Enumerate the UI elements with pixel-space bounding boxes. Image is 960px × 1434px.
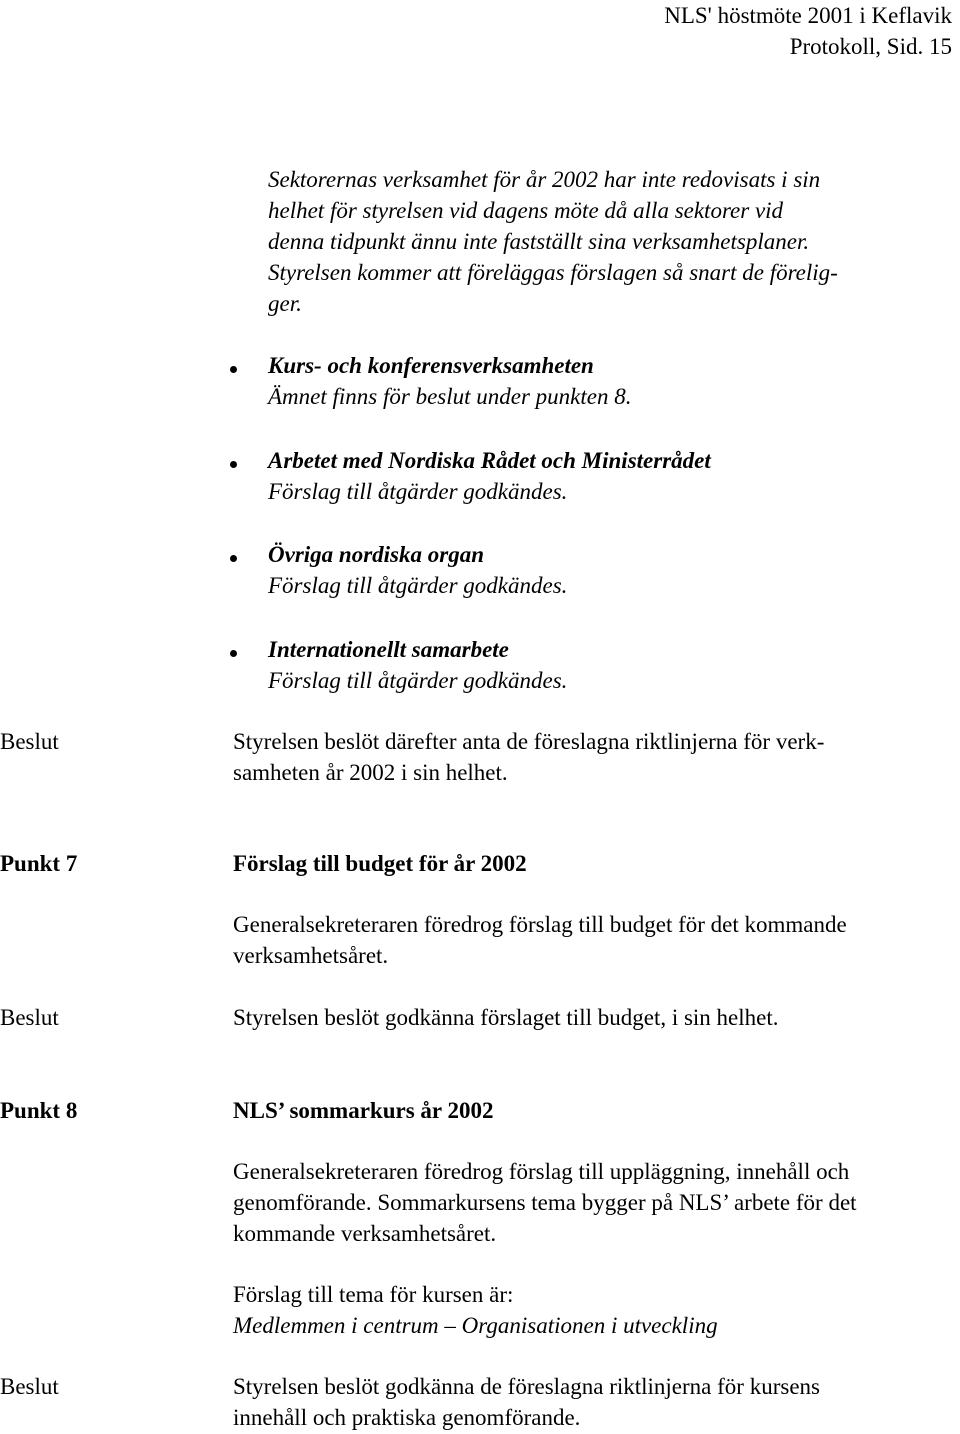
intro-line: Sektorernas verksamhet för år 2002 har inte redovisats i sin [268,167,821,192]
theme-block [233,1279,958,1341]
beslut-line: Styrelsen beslöt därefter anta de föreslagna riktlinjerna för verk- [233,729,825,754]
punkt-8-body [233,1156,958,1249]
beslut-line: innehåll och praktiska genomförande. [233,1405,581,1430]
bullet-text: Ämnet finns för beslut under punkten 8. [268,384,632,409]
bullet-text: Förslag till åtgärder godkändes. [268,479,568,504]
bullet-icon [230,366,237,373]
intro-line: Styrelsen kommer att föreläggas förslagen så snart de förelig- [268,260,838,285]
theme-intro: Förslag till tema för kursen är: [233,1282,514,1307]
punkt-7-title: Förslag till budget för år 2002 [233,851,527,876]
bullet-text: Förslag till åtgärder godkändes. [268,668,568,693]
bullet-icon [230,650,237,657]
bullet-text: Förslag till åtgärder godkändes. [268,573,568,598]
beslut-text: Styrelsen beslöt godkänna förslaget till budget, i sin helhet. [233,1005,779,1030]
beslut-label: Beslut [0,1374,59,1399]
beslut-text [233,1371,958,1433]
bullet-heading: Övriga nordiska organ [268,542,484,567]
punkt-8-label: Punkt 8 [0,1098,78,1123]
bullet-item [268,445,948,507]
beslut-line: Styrelsen beslöt godkänna de föreslagna riktlinjerna för kursens [233,1374,820,1399]
beslut-label: Beslut [0,729,59,754]
beslut-line: samheten år 2002 i sin helhet. [233,760,508,785]
intro-line: helhet för styrelsen vid dagens möte då alla sektorer vid [268,198,784,223]
intro-paragraph [268,164,948,319]
bullet-icon [230,555,237,562]
beslut-label: Beslut [0,1005,59,1030]
body-line: Generalsekreteraren föredrog förslag till uppläggning, innehåll och [233,1159,850,1184]
bullet-heading: Internationellt samarbete [268,637,509,662]
beslut-text [233,726,958,788]
header-page-number: Protokoll, Sid. 15 [789,34,952,59]
punkt-7-label: Punkt 7 [0,851,78,876]
punkt-8-title: NLS’ sommarkurs år 2002 [233,1098,494,1123]
theme-title: Medlemmen i centrum – Organisationen i utveckling [233,1313,718,1338]
bullet-item [268,350,948,412]
punkt-7-body [233,909,958,971]
intro-line: ger. [268,291,302,316]
page-header [352,0,952,62]
body-line: kommande verksamhetsåret. [233,1221,497,1246]
body-line: Generalsekreteraren föredrog förslag till budget för det kommande [233,912,847,937]
header-title: NLS' höstmöte 2001 i Keflavik [664,3,952,28]
intro-line: denna tidpunkt ännu inte fastställt sina verksamhetsplaner. [268,229,810,254]
bullet-item [268,634,948,696]
bullet-heading: Arbetet med Nordiska Rådet och Ministerrådet [268,448,711,473]
body-line: genomförande. Sommarkursens tema bygger på NLS’ arbete för det [233,1190,857,1215]
body-line: verksamhetsåret. [233,943,389,968]
bullet-item [268,539,948,601]
bullet-icon [230,461,237,468]
bullet-heading: Kurs- och konferensverksamheten [268,353,594,378]
